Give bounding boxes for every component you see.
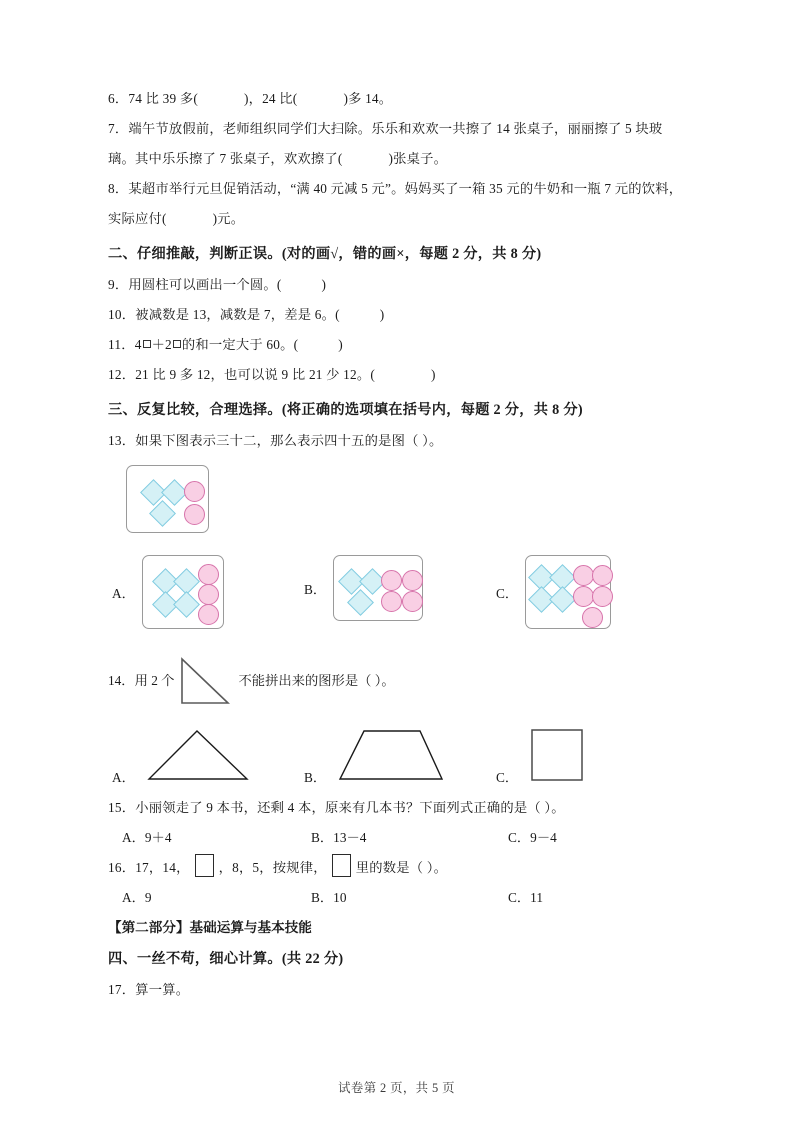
circle-icon <box>592 565 613 586</box>
question-16-box-2[interactable] <box>332 854 351 877</box>
question-7-text-a: 端午节放假前，老师组织同学们大扫除。乐乐和欢欢一共擦了 14 张桌子，丽丽擦了 5 块玻璃。其中乐乐擦了 7 张桌子，欢欢擦了( <box>108 121 663 166</box>
section-two-heading: 二、仔细推敲，判断正误。(对的画√，错的画×，每题 2 分，共 8 分) <box>108 246 542 262</box>
circle-icon <box>573 586 594 607</box>
question-7-text-b: )张桌子。 <box>388 151 448 166</box>
circle-icon <box>402 570 423 591</box>
question-11-paren-close: ) <box>338 337 343 352</box>
question-15-choice-c[interactable]: C．9－4 <box>508 830 557 845</box>
option-b-card <box>333 555 423 621</box>
question-13-option-b[interactable] <box>304 555 423 621</box>
question-13-reference-figure <box>126 465 688 533</box>
question-16-text-a: 17，14， <box>135 860 190 875</box>
placeholder-square-icon <box>143 340 151 348</box>
placeholder-square-icon <box>173 340 181 348</box>
question-14-option-a[interactable] <box>112 727 253 788</box>
question-8-number: 8． <box>108 181 129 196</box>
question-17-text: 算一算。 <box>135 982 190 997</box>
question-14-number: 14． <box>108 673 135 688</box>
diamond-icon <box>549 586 576 613</box>
circle-icon <box>381 570 402 591</box>
page-content <box>108 84 688 1005</box>
circle-icon <box>573 565 594 586</box>
question-13-options <box>108 555 688 641</box>
question-12-paren-close: ) <box>431 367 436 382</box>
option-a-card <box>142 555 224 629</box>
question-9-text: 用圆柱可以画出一个圆。( <box>128 277 282 292</box>
question-14-text-a: 用 2 个 <box>134 673 175 688</box>
section-three-heading: 三、反复比较，合理选择。(将正确的选项填在括号内，每题 2 分，共 8 分) <box>108 402 583 418</box>
option-b-label: B． <box>304 581 327 597</box>
question-8 <box>108 174 688 234</box>
trapezoid-icon <box>336 727 446 788</box>
question-9 <box>108 270 688 300</box>
circle-icon <box>582 607 603 628</box>
question-11-text-pre: 4 <box>134 337 142 352</box>
page-footer: 试卷第 2 页，共 5 页 <box>338 1081 455 1095</box>
question-11 <box>108 330 688 360</box>
question-16-text-c: 里的数是（ ）。 <box>355 860 448 875</box>
section-four-heading: 四、一丝不苟，细心计算。(共 22 分) <box>108 951 344 967</box>
question-12-number: 12． <box>108 367 136 382</box>
question-14-options <box>108 719 688 793</box>
circle-icon <box>592 586 613 607</box>
part-two-heading: 【第二部分】基础运算与基本技能 <box>108 920 312 935</box>
question-6-number: 6． <box>108 91 129 106</box>
circle-icon <box>198 564 219 585</box>
triangle-icon <box>145 727 253 788</box>
question-16-box-1[interactable] <box>195 854 214 877</box>
question-12-text: 21 比 9 多 12，也可以说 9 比 21 少 12。( <box>135 367 376 382</box>
question-15-choice-b[interactable]: B．13－4 <box>311 830 367 845</box>
question-16-choice-b[interactable]: B．10 <box>311 890 347 905</box>
question-16-text-b: ，8，5，按规律， <box>218 860 327 875</box>
circle-icon <box>198 604 219 625</box>
question-14 <box>108 657 688 707</box>
diamond-icon <box>173 591 200 618</box>
question-9-paren-close: ) <box>321 277 327 292</box>
question-6 <box>108 84 688 114</box>
right-triangle-icon <box>178 657 234 707</box>
question-7 <box>108 114 688 174</box>
question-16-choices <box>108 883 688 913</box>
question-12 <box>108 360 688 390</box>
question-7-number: 7． <box>108 121 129 136</box>
question-15-number: 15． <box>108 800 136 815</box>
question-11-text-mid: ＋2 <box>151 337 172 352</box>
option-c-label: C． <box>496 585 519 601</box>
question-15 <box>108 793 688 823</box>
question-13-option-c[interactable] <box>496 555 611 629</box>
question-17 <box>108 975 688 1005</box>
question-14-text-b: 不能拼出来的图形是（ ）。 <box>238 673 395 688</box>
question-15-choice-a[interactable]: A．9＋4 <box>122 830 172 845</box>
option-c-label: C． <box>496 770 519 785</box>
question-14-option-b[interactable] <box>304 727 446 788</box>
question-6-text-c: )多 14。 <box>343 91 393 106</box>
question-13 <box>108 426 688 456</box>
question-17-number: 17． <box>108 982 136 997</box>
option-b-label: B． <box>304 770 327 785</box>
circle-icon <box>184 481 205 502</box>
question-11-text-post: 的和一定大于 60。( <box>181 337 299 352</box>
question-13-option-a[interactable] <box>112 555 224 629</box>
question-16-choice-a[interactable]: A．9 <box>122 890 152 905</box>
question-16-choice-c[interactable]: C．11 <box>508 890 543 905</box>
question-6-text-a: 74 比 39 多( <box>128 91 198 106</box>
question-16-number: 16． <box>108 860 136 875</box>
question-13-text: 如果下图表示三十二，那么表示四十五的是图（ ）。 <box>135 433 443 448</box>
question-8-text-b: )元。 <box>212 211 245 226</box>
square-icon <box>528 727 588 788</box>
circle-icon <box>184 504 205 525</box>
question-15-text: 小丽领走了 9 本书，还剩 4 本，原来有几本书？下面列式正确的是（ ）。 <box>135 800 565 815</box>
question-14-option-c[interactable] <box>496 727 588 788</box>
option-a-label: A． <box>112 585 135 601</box>
question-8-text-a: 某超市举行元旦促销活动，“满 40 元减 5 元”。妈妈买了一箱 35 元的牛奶和一瓶 7 元的饮料，实际应付( <box>108 181 683 226</box>
circle-icon <box>381 591 402 612</box>
circle-icon <box>198 584 219 605</box>
question-10-text: 被减数是 13，减数是 7，差是 6。( <box>135 307 340 322</box>
question-10-paren-close: ) <box>379 307 385 322</box>
question-15-choices <box>108 823 688 853</box>
option-c-card <box>525 555 611 629</box>
question-13-number: 13． <box>108 433 136 448</box>
reference-card <box>126 465 209 533</box>
option-a-label: A． <box>112 770 135 785</box>
question-11-number: 11． <box>108 337 135 352</box>
question-10 <box>108 300 688 330</box>
question-16 <box>108 853 688 883</box>
question-9-number: 9． <box>108 277 129 292</box>
circle-icon <box>402 591 423 612</box>
question-10-number: 10． <box>108 307 136 322</box>
question-6-text-b: )，24 比( <box>243 91 298 106</box>
